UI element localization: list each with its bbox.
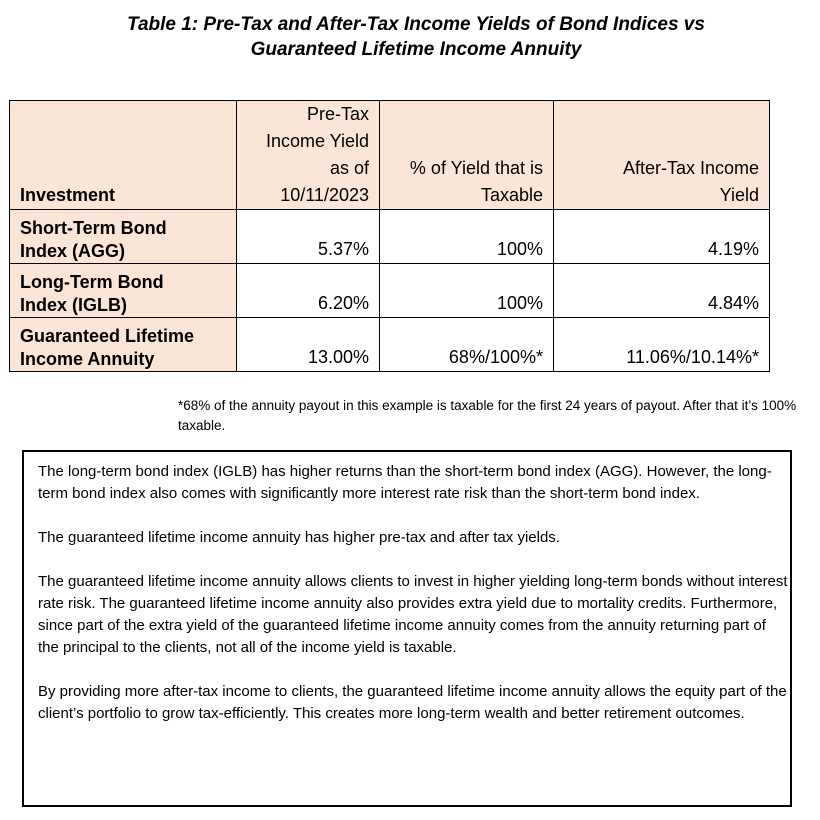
table-row	[10, 318, 770, 372]
row-taxable-value: 100%	[380, 264, 554, 318]
yield-comparison-table	[9, 100, 770, 372]
table-footnote: *68% of the annuity payout in this example is taxable for the first 24 years of payout. After that it’s 100% taxable.	[178, 398, 797, 433]
row-name-line1: Guaranteed Lifetime	[20, 326, 195, 346]
header-taxable-percent	[380, 101, 554, 210]
row-pretax-value: 5.37%	[237, 210, 380, 264]
row-aftertax-value: 11.06%/10.14%*	[554, 318, 770, 372]
row-investment-name	[10, 264, 237, 318]
table-title	[0, 12, 820, 62]
summary-paragraph: By providing more after-tax income to clients, the guaranteed lifetime income annuity allows the equity part of the client’s portfolio to grow tax-efficiently. This creates more long-term wealth and better retirement outcomes.	[38, 683, 787, 722]
row-name-line1: Short-Term Bond	[20, 218, 167, 238]
row-pretax-value: 6.20%	[237, 264, 380, 318]
header-aftertax-line1: After-Tax Income	[622, 158, 759, 178]
header-pretax-line1: Pre-Tax	[306, 104, 369, 124]
summary-text-box	[22, 450, 792, 807]
row-name-line2: Income Annuity	[20, 349, 155, 369]
table-row	[10, 264, 770, 318]
table-row	[10, 210, 770, 264]
row-investment-name	[10, 318, 237, 372]
header-pretax-line2: Income Yield	[265, 131, 369, 151]
row-taxable-value: 68%/100%*	[380, 318, 554, 372]
row-name-line2: Index (AGG)	[20, 241, 126, 261]
summary-paragraph: The long-term bond index (IGLB) has higher returns than the short-term bond index (AGG). However, the long-term bond index also comes with significantly more interest rate risk than the short-term bond index.	[38, 463, 772, 502]
header-investment: Investment	[10, 101, 237, 210]
row-name-line1: Long-Term Bond	[20, 272, 164, 292]
row-taxable-value: 100%	[380, 210, 554, 264]
row-aftertax-value: 4.84%	[554, 264, 770, 318]
row-pretax-value: 13.00%	[237, 318, 380, 372]
row-investment-name	[10, 210, 237, 264]
header-taxable-line1: % of Yield that is	[409, 158, 543, 178]
header-pretax-line4: 10/11/2023	[280, 185, 369, 205]
row-name-line2: Index (IGLB)	[20, 295, 127, 315]
header-pretax-line3: as of	[329, 158, 369, 178]
header-aftertax-yield	[554, 101, 770, 210]
summary-paragraph: The guaranteed lifetime income annuity allows clients to invest in higher yielding long-term bonds without interest rate risk. The guaranteed lifetime income annuity also provides extra yield due to mortality credits. Furthermore, since part of the extra yield of the guaranteed lifetime income annuity comes from the annuity returning part of the principal to the clients, not all of the income yield is taxable.	[38, 573, 788, 656]
header-aftertax-line2: Yield	[719, 185, 759, 205]
header-pretax-yield	[237, 101, 380, 210]
row-aftertax-value: 4.19%	[554, 210, 770, 264]
table-title-line1: Table 1: Pre-Tax and After-Tax Income Yields of Bond Indices vs	[127, 14, 705, 35]
table-title-line2: Guaranteed Lifetime Income Annuity	[250, 39, 582, 60]
header-taxable-line2: Taxable	[480, 185, 543, 205]
table-header-row	[10, 101, 770, 210]
summary-paragraph: The guaranteed lifetime income annuity has higher pre-tax and after tax yields.	[38, 529, 560, 546]
